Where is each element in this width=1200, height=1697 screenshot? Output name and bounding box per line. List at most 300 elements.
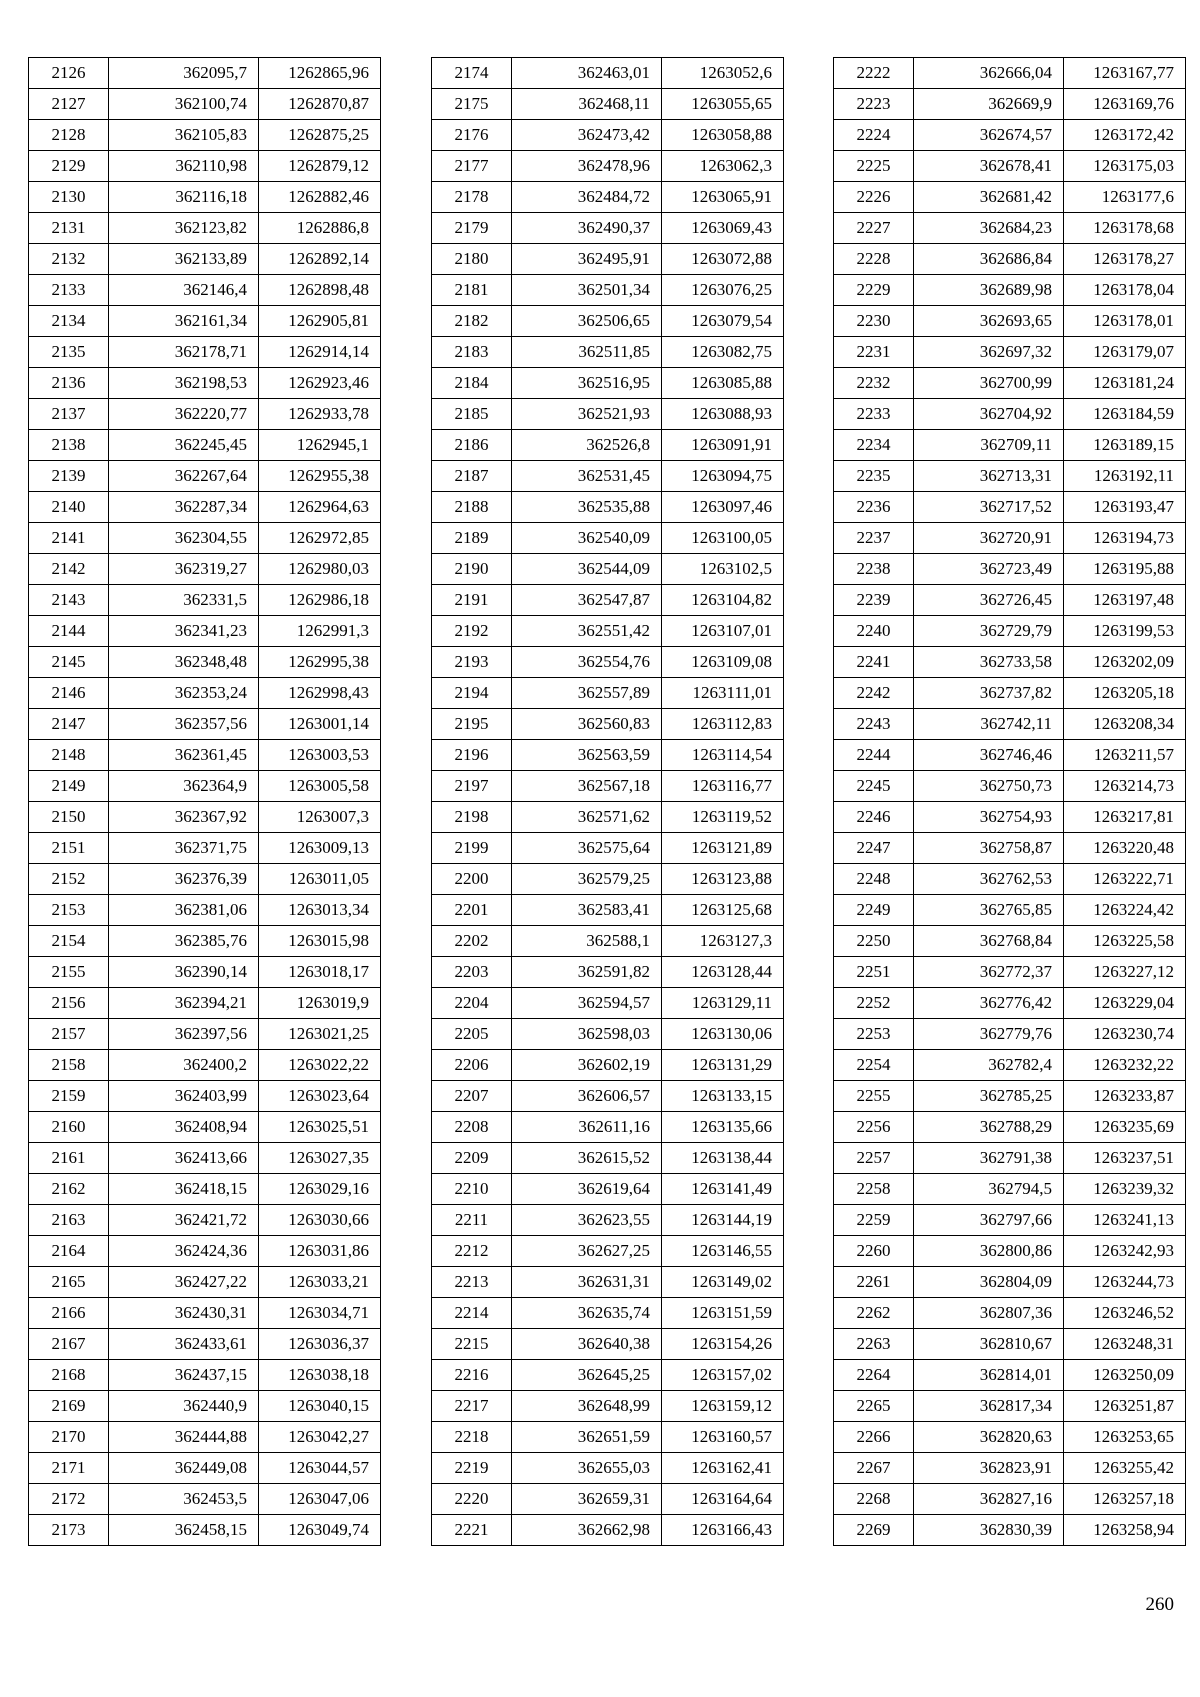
coordinates-table-3 [833, 57, 1186, 1546]
table-row [432, 1329, 784, 1360]
table-row [432, 523, 784, 554]
table-row [432, 368, 784, 399]
table-row [834, 802, 1186, 833]
point-number-cell: 2173 [29, 1515, 109, 1546]
y-coordinate-cell: 1263015,98 [259, 926, 381, 957]
table-row [834, 430, 1186, 461]
point-number-cell: 2260 [834, 1236, 914, 1267]
y-coordinate-cell: 1263178,01 [1064, 306, 1186, 337]
y-coordinate-cell: 1263199,53 [1064, 616, 1186, 647]
point-number-cell: 2162 [29, 1174, 109, 1205]
point-number-cell: 2206 [432, 1050, 512, 1081]
x-coordinate-cell: 362627,25 [512, 1236, 662, 1267]
table-row [432, 461, 784, 492]
table-row [834, 1050, 1186, 1081]
x-coordinate-cell: 362782,4 [914, 1050, 1064, 1081]
x-coordinate-cell: 362468,11 [512, 89, 662, 120]
y-coordinate-cell: 1263189,15 [1064, 430, 1186, 461]
table-row [29, 1298, 381, 1329]
x-coordinate-cell: 362413,66 [109, 1143, 259, 1174]
table-row [29, 1422, 381, 1453]
x-coordinate-cell: 362588,1 [512, 926, 662, 957]
table-row [29, 492, 381, 523]
x-coordinate-cell: 362535,88 [512, 492, 662, 523]
x-coordinate-cell: 362655,03 [512, 1453, 662, 1484]
point-number-cell: 2259 [834, 1205, 914, 1236]
table-row [29, 1515, 381, 1546]
x-coordinate-cell: 362551,42 [512, 616, 662, 647]
table-row [432, 1205, 784, 1236]
point-number-cell: 2258 [834, 1174, 914, 1205]
y-coordinate-cell: 1263128,44 [662, 957, 784, 988]
point-number-cell: 2149 [29, 771, 109, 802]
x-coordinate-cell: 362433,61 [109, 1329, 259, 1360]
y-coordinate-cell: 1263042,27 [259, 1422, 381, 1453]
table-row [29, 399, 381, 430]
x-coordinate-cell: 362697,32 [914, 337, 1064, 368]
table-row [834, 1329, 1186, 1360]
table-row [29, 1267, 381, 1298]
y-coordinate-cell: 1263129,11 [662, 988, 784, 1019]
x-coordinate-cell: 362713,31 [914, 461, 1064, 492]
point-number-cell: 2269 [834, 1515, 914, 1546]
table-row [834, 213, 1186, 244]
point-number-cell: 2257 [834, 1143, 914, 1174]
point-number-cell: 2255 [834, 1081, 914, 1112]
x-coordinate-cell: 362495,91 [512, 244, 662, 275]
x-coordinate-cell: 362804,09 [914, 1267, 1064, 1298]
table-row [432, 213, 784, 244]
y-coordinate-cell: 1263055,65 [662, 89, 784, 120]
table-row [29, 1081, 381, 1112]
point-number-cell: 2207 [432, 1081, 512, 1112]
table-row [834, 58, 1186, 89]
y-coordinate-cell: 1263222,71 [1064, 864, 1186, 895]
y-coordinate-cell: 1263033,21 [259, 1267, 381, 1298]
y-coordinate-cell: 1263250,09 [1064, 1360, 1186, 1391]
point-number-cell: 2256 [834, 1112, 914, 1143]
y-coordinate-cell: 1262991,3 [259, 616, 381, 647]
table-row [29, 1019, 381, 1050]
point-number-cell: 2216 [432, 1360, 512, 1391]
x-coordinate-cell: 362501,34 [512, 275, 662, 306]
x-coordinate-cell: 362709,11 [914, 430, 1064, 461]
x-coordinate-cell: 362371,75 [109, 833, 259, 864]
table-row [834, 244, 1186, 275]
table-row [432, 430, 784, 461]
table-row [432, 275, 784, 306]
table-row [432, 740, 784, 771]
table-row [432, 1050, 784, 1081]
y-coordinate-cell: 1263091,91 [662, 430, 784, 461]
y-coordinate-cell: 1263076,25 [662, 275, 784, 306]
x-coordinate-cell: 362631,31 [512, 1267, 662, 1298]
y-coordinate-cell: 1263225,58 [1064, 926, 1186, 957]
point-number-cell: 2252 [834, 988, 914, 1019]
point-number-cell: 2232 [834, 368, 914, 399]
y-coordinate-cell: 1262879,12 [259, 151, 381, 182]
y-coordinate-cell: 1263178,04 [1064, 275, 1186, 306]
point-number-cell: 2138 [29, 430, 109, 461]
table-row [432, 399, 784, 430]
table-row [834, 1081, 1186, 1112]
x-coordinate-cell: 362598,03 [512, 1019, 662, 1050]
x-coordinate-cell: 362615,52 [512, 1143, 662, 1174]
x-coordinate-cell: 362449,08 [109, 1453, 259, 1484]
y-coordinate-cell: 1263085,88 [662, 368, 784, 399]
y-coordinate-cell: 1263036,37 [259, 1329, 381, 1360]
y-coordinate-cell: 1263178,68 [1064, 213, 1186, 244]
y-coordinate-cell: 1263175,03 [1064, 151, 1186, 182]
point-number-cell: 2245 [834, 771, 914, 802]
point-number-cell: 2266 [834, 1422, 914, 1453]
table-row [834, 1205, 1186, 1236]
x-coordinate-cell: 362511,85 [512, 337, 662, 368]
point-number-cell: 2165 [29, 1267, 109, 1298]
x-coordinate-cell: 362331,5 [109, 585, 259, 616]
point-number-cell: 2231 [834, 337, 914, 368]
y-coordinate-cell: 1263127,3 [662, 926, 784, 957]
table-row [834, 833, 1186, 864]
y-coordinate-cell: 1262886,8 [259, 213, 381, 244]
x-coordinate-cell: 362800,86 [914, 1236, 1064, 1267]
table-row [834, 89, 1186, 120]
point-number-cell: 2168 [29, 1360, 109, 1391]
point-number-cell: 2246 [834, 802, 914, 833]
y-coordinate-cell: 1263088,93 [662, 399, 784, 430]
y-coordinate-cell: 1263208,34 [1064, 709, 1186, 740]
y-coordinate-cell: 1263224,42 [1064, 895, 1186, 926]
x-coordinate-cell: 362437,15 [109, 1360, 259, 1391]
point-number-cell: 2199 [432, 833, 512, 864]
table-row [834, 461, 1186, 492]
x-coordinate-cell: 362684,23 [914, 213, 1064, 244]
x-coordinate-cell: 362458,15 [109, 1515, 259, 1546]
table-row [432, 89, 784, 120]
y-coordinate-cell: 1263242,93 [1064, 1236, 1186, 1267]
point-number-cell: 2214 [432, 1298, 512, 1329]
x-coordinate-cell: 362521,93 [512, 399, 662, 430]
y-coordinate-cell: 1263193,47 [1064, 492, 1186, 523]
table-row [29, 1050, 381, 1081]
table-row [834, 678, 1186, 709]
y-coordinate-cell: 1263146,55 [662, 1236, 784, 1267]
y-coordinate-cell: 1263233,87 [1064, 1081, 1186, 1112]
table-row [834, 1267, 1186, 1298]
y-coordinate-cell: 1263007,3 [259, 802, 381, 833]
point-number-cell: 2213 [432, 1267, 512, 1298]
x-coordinate-cell: 362669,9 [914, 89, 1064, 120]
table-row [29, 213, 381, 244]
x-coordinate-cell: 362606,57 [512, 1081, 662, 1112]
y-coordinate-cell: 1262964,63 [259, 492, 381, 523]
point-number-cell: 2143 [29, 585, 109, 616]
table-row [29, 1174, 381, 1205]
table-row [29, 1143, 381, 1174]
y-coordinate-cell: 1262945,1 [259, 430, 381, 461]
y-coordinate-cell: 1262923,46 [259, 368, 381, 399]
y-coordinate-cell: 1263069,43 [662, 213, 784, 244]
y-coordinate-cell: 1263179,07 [1064, 337, 1186, 368]
point-number-cell: 2230 [834, 306, 914, 337]
table-row [29, 1453, 381, 1484]
y-coordinate-cell: 1263065,91 [662, 182, 784, 213]
point-number-cell: 2178 [432, 182, 512, 213]
table-row [29, 306, 381, 337]
y-coordinate-cell: 1263121,89 [662, 833, 784, 864]
point-number-cell: 2190 [432, 554, 512, 585]
point-number-cell: 2161 [29, 1143, 109, 1174]
x-coordinate-cell: 362544,09 [512, 554, 662, 585]
y-coordinate-cell: 1262955,38 [259, 461, 381, 492]
point-number-cell: 2222 [834, 58, 914, 89]
table-row [834, 1298, 1186, 1329]
x-coordinate-cell: 362116,18 [109, 182, 259, 213]
x-coordinate-cell: 362390,14 [109, 957, 259, 988]
table-row [834, 1515, 1186, 1546]
y-coordinate-cell: 1263029,16 [259, 1174, 381, 1205]
point-number-cell: 2151 [29, 833, 109, 864]
table-row [834, 368, 1186, 399]
y-coordinate-cell: 1262998,43 [259, 678, 381, 709]
table-row [834, 1360, 1186, 1391]
table-row [432, 957, 784, 988]
point-number-cell: 2144 [29, 616, 109, 647]
point-number-cell: 2181 [432, 275, 512, 306]
y-coordinate-cell: 1263040,15 [259, 1391, 381, 1422]
table-row [29, 430, 381, 461]
table-row [29, 740, 381, 771]
point-number-cell: 2229 [834, 275, 914, 306]
table-row [29, 585, 381, 616]
y-coordinate-cell: 1263211,57 [1064, 740, 1186, 771]
table-row [834, 1143, 1186, 1174]
x-coordinate-cell: 362319,27 [109, 554, 259, 585]
y-coordinate-cell: 1263172,42 [1064, 120, 1186, 151]
x-coordinate-cell: 362381,06 [109, 895, 259, 926]
x-coordinate-cell: 362110,98 [109, 151, 259, 182]
point-number-cell: 2233 [834, 399, 914, 430]
x-coordinate-cell: 362776,42 [914, 988, 1064, 1019]
y-coordinate-cell: 1263094,75 [662, 461, 784, 492]
point-number-cell: 2127 [29, 89, 109, 120]
point-number-cell: 2147 [29, 709, 109, 740]
point-number-cell: 2226 [834, 182, 914, 213]
point-number-cell: 2211 [432, 1205, 512, 1236]
table-row [834, 864, 1186, 895]
x-coordinate-cell: 362403,99 [109, 1081, 259, 1112]
table-row [834, 988, 1186, 1019]
y-coordinate-cell: 1262980,03 [259, 554, 381, 585]
table-row [834, 926, 1186, 957]
y-coordinate-cell: 1263157,02 [662, 1360, 784, 1391]
y-coordinate-cell: 1263167,77 [1064, 58, 1186, 89]
point-number-cell: 2235 [834, 461, 914, 492]
point-number-cell: 2141 [29, 523, 109, 554]
y-coordinate-cell: 1263023,64 [259, 1081, 381, 1112]
point-number-cell: 2174 [432, 58, 512, 89]
table-row [29, 616, 381, 647]
point-number-cell: 2254 [834, 1050, 914, 1081]
y-coordinate-cell: 1263052,6 [662, 58, 784, 89]
coordinates-table-2 [431, 57, 784, 1546]
point-number-cell: 2240 [834, 616, 914, 647]
y-coordinate-cell: 1263100,05 [662, 523, 784, 554]
point-number-cell: 2201 [432, 895, 512, 926]
y-coordinate-cell: 1262972,85 [259, 523, 381, 554]
point-number-cell: 2166 [29, 1298, 109, 1329]
y-coordinate-cell: 1263184,59 [1064, 399, 1186, 430]
x-coordinate-cell: 362490,37 [512, 213, 662, 244]
y-coordinate-cell: 1263220,48 [1064, 833, 1186, 864]
x-coordinate-cell: 362726,45 [914, 585, 1064, 616]
table-row [834, 1236, 1186, 1267]
point-number-cell: 2251 [834, 957, 914, 988]
x-coordinate-cell: 362444,88 [109, 1422, 259, 1453]
y-coordinate-cell: 1262875,25 [259, 120, 381, 151]
point-number-cell: 2202 [432, 926, 512, 957]
x-coordinate-cell: 362594,57 [512, 988, 662, 1019]
x-coordinate-cell: 362440,9 [109, 1391, 259, 1422]
x-coordinate-cell: 362367,92 [109, 802, 259, 833]
x-coordinate-cell: 362737,82 [914, 678, 1064, 709]
y-coordinate-cell: 1263062,3 [662, 151, 784, 182]
point-number-cell: 2193 [432, 647, 512, 678]
x-coordinate-cell: 362563,59 [512, 740, 662, 771]
table-row [29, 554, 381, 585]
y-coordinate-cell: 1263021,25 [259, 1019, 381, 1050]
x-coordinate-cell: 362161,34 [109, 306, 259, 337]
y-coordinate-cell: 1263197,48 [1064, 585, 1186, 616]
point-number-cell: 2128 [29, 120, 109, 151]
point-number-cell: 2182 [432, 306, 512, 337]
x-coordinate-cell: 362361,45 [109, 740, 259, 771]
point-number-cell: 2135 [29, 337, 109, 368]
x-coordinate-cell: 362681,42 [914, 182, 1064, 213]
table-row [834, 1453, 1186, 1484]
table-row [834, 585, 1186, 616]
table-row [29, 120, 381, 151]
table-row [432, 1019, 784, 1050]
point-number-cell: 2243 [834, 709, 914, 740]
table-row [29, 864, 381, 895]
point-number-cell: 2225 [834, 151, 914, 182]
table-row [29, 1205, 381, 1236]
y-coordinate-cell: 1263205,18 [1064, 678, 1186, 709]
table-row [432, 151, 784, 182]
point-number-cell: 2242 [834, 678, 914, 709]
table-row [29, 461, 381, 492]
point-number-cell: 2163 [29, 1205, 109, 1236]
table-row [29, 678, 381, 709]
point-number-cell: 2185 [432, 399, 512, 430]
table-row [834, 895, 1186, 926]
table-row [432, 1267, 784, 1298]
y-coordinate-cell: 1263005,58 [259, 771, 381, 802]
table-row [834, 306, 1186, 337]
x-coordinate-cell: 362146,4 [109, 275, 259, 306]
y-coordinate-cell: 1262933,78 [259, 399, 381, 430]
y-coordinate-cell: 1263151,59 [662, 1298, 784, 1329]
x-coordinate-cell: 362765,85 [914, 895, 1064, 926]
table-row [432, 1484, 784, 1515]
x-coordinate-cell: 362651,59 [512, 1422, 662, 1453]
y-coordinate-cell: 1263027,35 [259, 1143, 381, 1174]
y-coordinate-cell: 1263202,09 [1064, 647, 1186, 678]
x-coordinate-cell: 362623,55 [512, 1205, 662, 1236]
table-row [432, 926, 784, 957]
y-coordinate-cell: 1262898,48 [259, 275, 381, 306]
y-coordinate-cell: 1263119,52 [662, 802, 784, 833]
y-coordinate-cell: 1263013,34 [259, 895, 381, 926]
point-number-cell: 2194 [432, 678, 512, 709]
x-coordinate-cell: 362353,24 [109, 678, 259, 709]
point-number-cell: 2129 [29, 151, 109, 182]
x-coordinate-cell: 362557,89 [512, 678, 662, 709]
y-coordinate-cell: 1263047,06 [259, 1484, 381, 1515]
table-row [29, 926, 381, 957]
y-coordinate-cell: 1263246,52 [1064, 1298, 1186, 1329]
table-row [432, 1143, 784, 1174]
table-row [834, 771, 1186, 802]
y-coordinate-cell: 1263195,88 [1064, 554, 1186, 585]
table-row [432, 895, 784, 926]
x-coordinate-cell: 362348,48 [109, 647, 259, 678]
y-coordinate-cell: 1263049,74 [259, 1515, 381, 1546]
x-coordinate-cell: 362827,16 [914, 1484, 1064, 1515]
y-coordinate-cell: 1263169,76 [1064, 89, 1186, 120]
table-row [432, 492, 784, 523]
y-coordinate-cell: 1263255,42 [1064, 1453, 1186, 1484]
point-number-cell: 2155 [29, 957, 109, 988]
table-row [432, 1298, 784, 1329]
point-number-cell: 2204 [432, 988, 512, 1019]
point-number-cell: 2249 [834, 895, 914, 926]
y-coordinate-cell: 1263257,18 [1064, 1484, 1186, 1515]
x-coordinate-cell: 362220,77 [109, 399, 259, 430]
y-coordinate-cell: 1263192,11 [1064, 461, 1186, 492]
x-coordinate-cell: 362720,91 [914, 523, 1064, 554]
y-coordinate-cell: 1263181,24 [1064, 368, 1186, 399]
y-coordinate-cell: 1263001,14 [259, 709, 381, 740]
x-coordinate-cell: 362648,99 [512, 1391, 662, 1422]
x-coordinate-cell: 362105,83 [109, 120, 259, 151]
point-number-cell: 2154 [29, 926, 109, 957]
x-coordinate-cell: 362797,66 [914, 1205, 1064, 1236]
table-row [834, 151, 1186, 182]
y-coordinate-cell: 1263164,64 [662, 1484, 784, 1515]
table-row [432, 1236, 784, 1267]
point-number-cell: 2158 [29, 1050, 109, 1081]
x-coordinate-cell: 362376,39 [109, 864, 259, 895]
table-row [29, 957, 381, 988]
x-coordinate-cell: 362742,11 [914, 709, 1064, 740]
x-coordinate-cell: 362554,76 [512, 647, 662, 678]
table-row [834, 1391, 1186, 1422]
table-row [834, 1174, 1186, 1205]
y-coordinate-cell: 1263072,88 [662, 244, 784, 275]
table-row [432, 1515, 784, 1546]
y-coordinate-cell: 1263044,57 [259, 1453, 381, 1484]
y-coordinate-cell: 1263138,44 [662, 1143, 784, 1174]
point-number-cell: 2267 [834, 1453, 914, 1484]
y-coordinate-cell: 1263258,94 [1064, 1515, 1186, 1546]
table-row [834, 120, 1186, 151]
table-row [834, 554, 1186, 585]
table-row [432, 988, 784, 1019]
point-number-cell: 2156 [29, 988, 109, 1019]
x-coordinate-cell: 362717,52 [914, 492, 1064, 523]
